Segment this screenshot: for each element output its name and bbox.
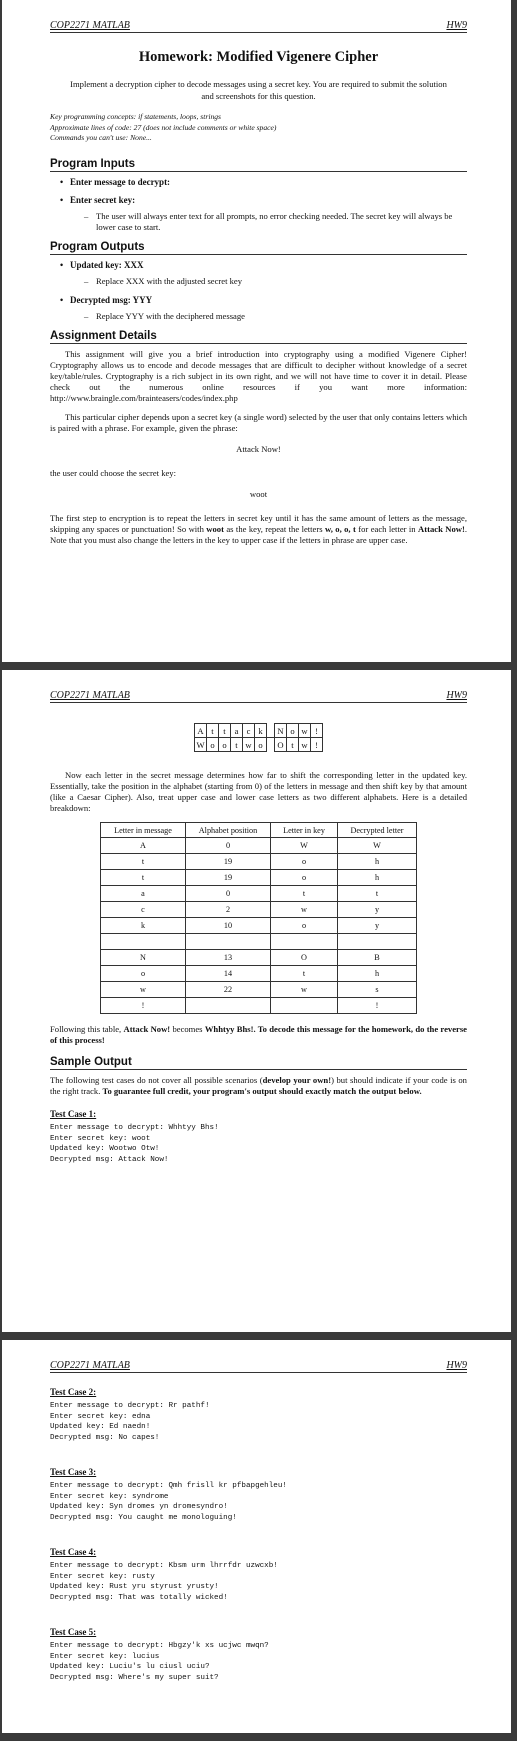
console-line: Enter secret key: rusty [50, 1572, 155, 1581]
details-para: This assignment will give you a brief introduction into cryptography using a modified Vigenere Cipher! Cryptography allows us to encode and decode messages that are difficult to decipher without knowledge of a secret key/table/rules. Cryptography is a rich subject in its own right, and we will not have time to cover it in detail. Please check out the numerous online resources if you want more information: http://www.braingle.com/brainteasers/codes/index.php [50, 348, 467, 403]
grid-cell: w [243, 738, 255, 752]
breakdown-row [101, 998, 417, 1014]
following-para: Following this table, Attack Now! becomes Whhtyy Bhs!. To decode this message for the homework, do the reverse of this process! [50, 1024, 467, 1045]
console-line: Enter message to decrypt: Rr pathf! [50, 1402, 210, 1410]
page-title: Homework: Modified Vigenere Cipher [138, 49, 379, 65]
page-3 [2, 1340, 511, 1733]
breakdown-cell: h [338, 854, 417, 870]
console-line: Updated key: Luciu's lu ciusl uciu? [50, 1663, 210, 1671]
details-para: This particular cipher depends upon a secret key (a single word) selected by the user that only contains letters which is paired with a phrase. For example, given the phrase: [50, 411, 467, 433]
page-1 [2, 0, 511, 662]
hw-number: HW9 [446, 1360, 467, 1371]
cipher-grid [194, 723, 323, 752]
grid-cell: N [275, 724, 287, 738]
console-line: Enter secret key: lucius [50, 1652, 160, 1661]
console-line: Enter message to decrypt: Whhtyy Bhs! [50, 1124, 219, 1132]
breakdown-cell: o [271, 918, 338, 934]
breakdown-cell: 22 [186, 982, 271, 998]
breakdown-header: Letter in message [101, 823, 186, 838]
breakdown-cell: h [338, 966, 417, 982]
example-phrase: Attack Now! [236, 443, 281, 454]
console-line: Enter message to decrypt: Kbsm urm lhrrfdr uzwcxb! [50, 1562, 278, 1570]
details-para: the user could choose the secret key: [50, 467, 176, 478]
test-case-title: Test Case 4: [50, 1547, 97, 1557]
breakdown-cell: w [271, 982, 338, 998]
console-line: Updated key: Ed naedn! [50, 1423, 151, 1431]
breakdown-cell [271, 998, 338, 1014]
output-item: • Decrypted msg: YYY – Replace YYY with the deciphered message [60, 295, 467, 322]
breakdown-cell [186, 998, 271, 1014]
test-case-output [50, 1123, 467, 1165]
grid-cell: t [219, 724, 231, 738]
inputs-list [50, 177, 467, 233]
breakdown-cell [186, 934, 271, 950]
grid-gap [267, 738, 275, 752]
breakdown-header: Letter in key [271, 823, 338, 838]
grid-gap [267, 724, 275, 738]
page-header [50, 1340, 467, 1373]
grid-cell: O [275, 738, 287, 752]
grid-cell: a [231, 724, 243, 738]
breakdown-cell: 0 [186, 838, 271, 854]
breakdown-cell: ! [338, 998, 417, 1014]
console-line: Enter secret key: edna [50, 1412, 151, 1421]
breakdown-cell: a [101, 886, 186, 902]
meta-line: Approximate lines of code: 27 (does not include comments or white space) [50, 122, 277, 132]
shift-para: Now each letter in the secret message determines how far to shift the corresponding letter in the updated key. Essentially, take the position in the alphabet (starting from 0) of the letters in message and then shift key by that amount (like a Caesar Cipher). Also, treat upper case and lower case letters as two different alphabets. Here is a detailed breakdown: [50, 770, 467, 813]
outputs-list [50, 260, 467, 322]
breakdown-cell: W [271, 838, 338, 854]
inputs-heading: Program Inputs [50, 158, 467, 172]
test-case-output [50, 1641, 467, 1683]
console-line: Updated key: Rust yru styrust yrusty! [50, 1583, 219, 1591]
output-item: • Updated key: XXX – Replace XXX with the adjusted secret key [60, 260, 467, 287]
breakdown-cell: O [271, 950, 338, 966]
breakdown-cell: 0 [186, 886, 271, 902]
input-item: • Enter message to decrypt: [60, 177, 467, 187]
console-line: Decrypted msg: Where's my super suit? [50, 1673, 219, 1682]
breakdown-row [101, 838, 417, 854]
breakdown-header: Alphabet position [186, 823, 271, 838]
test-case-output [50, 1561, 467, 1603]
details-para: The first step to encryption is to repeat the letters in secret key until it has the same amount of letters as the message, skipping any spaces or punctuation! So with woot as the key, repeat the letters w, o, o, t for each letter in Attack Now!. Note that you must also change the letters in the key to upper case if the letters in phrase are upper case. [50, 512, 467, 545]
breakdown-cell: o [271, 870, 338, 886]
breakdown-row [101, 902, 417, 918]
grid-cell: A [195, 724, 207, 738]
breakdown-cell: t [101, 870, 186, 886]
console-line: Enter secret key: woot [50, 1134, 151, 1143]
breakdown-cell: w [101, 982, 186, 998]
course-name: COP2271 MATLAB [50, 1360, 130, 1371]
example-key: woot [249, 488, 268, 499]
console-line: Enter message to decrypt: Qmh frisll kr pfbapgehleu! [50, 1482, 287, 1490]
console-line: Decrypted msg: That was totally wicked! [50, 1593, 228, 1602]
console-line: Decrypted msg: No capes! [50, 1433, 160, 1442]
breakdown-cell [271, 934, 338, 950]
console-line: Enter secret key: syndrome [50, 1492, 169, 1501]
breakdown-cell: h [338, 870, 417, 886]
meta-line: Key programming concepts: if statements, loops, strings [50, 112, 221, 121]
grid-cell: ! [311, 738, 323, 752]
breakdown-row [101, 950, 417, 966]
breakdown-cell: 14 [186, 966, 271, 982]
course-name: COP2271 MATLAB [50, 20, 130, 31]
grid-cell: o [255, 738, 267, 752]
breakdown-cell: s [338, 982, 417, 998]
test-case-title: Test Case 1: [50, 1109, 97, 1119]
input-note: – The user will always enter text for all prompts, no error checking needed. The secret key will always be lower case to start. [84, 211, 467, 233]
breakdown-header: Decrypted letter [338, 823, 417, 838]
breakdown-row [101, 886, 417, 902]
breakdown-row [101, 854, 417, 870]
intro-text: Implement a decryption cipher to decode messages using a secret key. You are required to submit the solution and screenshots for this question. [70, 79, 447, 101]
breakdown-row [101, 982, 417, 998]
sample-heading: Sample Output [50, 1056, 467, 1070]
grid-cell: o [287, 724, 299, 738]
breakdown-cell: c [101, 902, 186, 918]
hw-number: HW9 [446, 20, 467, 31]
grid-cell: ! [311, 724, 323, 738]
breakdown-cell: 10 [186, 918, 271, 934]
breakdown-cell: 13 [186, 950, 271, 966]
grid-cell: w [299, 724, 311, 738]
grid-cell: o [219, 738, 231, 752]
breakdown-cell: y [338, 902, 417, 918]
course-name: COP2271 MATLAB [50, 690, 130, 701]
grid-cell: W [196, 739, 205, 750]
console-line: Updated key: Syn dromes yn dromesyndro! [50, 1503, 228, 1511]
breakdown-cell: w [271, 902, 338, 918]
grid-cell: c [243, 724, 255, 738]
grid-cell: o [207, 738, 219, 752]
console-line: Decrypted msg: You caught me monologuing! [50, 1513, 237, 1522]
test-case-title: Test Case 2: [50, 1387, 97, 1397]
breakdown-cell: k [101, 918, 186, 934]
meta-info [50, 112, 467, 144]
breakdown-row [101, 966, 417, 982]
breakdown-cell: 19 [186, 854, 271, 870]
breakdown-cell [338, 934, 417, 950]
grid-cell: t [207, 724, 219, 738]
breakdown-cell: t [271, 886, 338, 902]
page-header [50, 670, 467, 703]
breakdown-cell: t [101, 854, 186, 870]
breakdown-cell: ! [101, 998, 186, 1014]
hw-number: HW9 [446, 690, 467, 701]
breakdown-row [101, 918, 417, 934]
grid-cell: w [299, 738, 311, 752]
console-line: Enter message to decrypt: Hbgzy'k xs ucjwc mwqn? [50, 1642, 269, 1650]
breakdown-row [101, 934, 417, 950]
meta-line: Commands you can't use: None... [50, 133, 152, 142]
breakdown-cell: 19 [186, 870, 271, 886]
breakdown-cell: W [338, 838, 417, 854]
breakdown-table [100, 822, 417, 1014]
breakdown-cell: B [338, 950, 417, 966]
output-note: – Replace YYY with the deciphered message [84, 311, 467, 322]
grid-cell: k [255, 724, 267, 738]
console-line: Decrypted msg: Attack Now! [50, 1155, 169, 1164]
test-case-title: Test Case 5: [50, 1627, 97, 1637]
output-note: – Replace XXX with the adjusted secret key [84, 276, 467, 287]
breakdown-cell [101, 934, 186, 950]
input-item: • Enter secret key: – The user will always enter text for all prompts, no error checking needed. The secret key will always be lower case to start. [60, 195, 467, 233]
page-header [50, 0, 467, 33]
breakdown-cell: o [271, 854, 338, 870]
breakdown-cell: o [101, 966, 186, 982]
breakdown-cell: 2 [186, 902, 271, 918]
sample-para: The following test cases do not cover all possible scenarios (develop your own!) but should indicate if your code is on the right track. To guarantee full credit, your program's output should exactly match the output below. [50, 1075, 467, 1096]
test-case-output [50, 1401, 467, 1443]
console-line: Updated key: Wootwo Otw! [50, 1145, 160, 1153]
page-2 [2, 670, 511, 1332]
test-case-title: Test Case 3: [50, 1467, 97, 1477]
grid-cell: t [231, 738, 243, 752]
outputs-heading: Program Outputs [50, 241, 467, 255]
breakdown-cell: t [271, 966, 338, 982]
breakdown-cell: y [338, 918, 417, 934]
test-case-output [50, 1481, 467, 1523]
grid-cell: t [287, 738, 299, 752]
breakdown-row [101, 870, 417, 886]
breakdown-cell: A [101, 838, 186, 854]
breakdown-cell: N [101, 950, 186, 966]
breakdown-cell: t [338, 886, 417, 902]
details-heading: Assignment Details [50, 330, 467, 344]
